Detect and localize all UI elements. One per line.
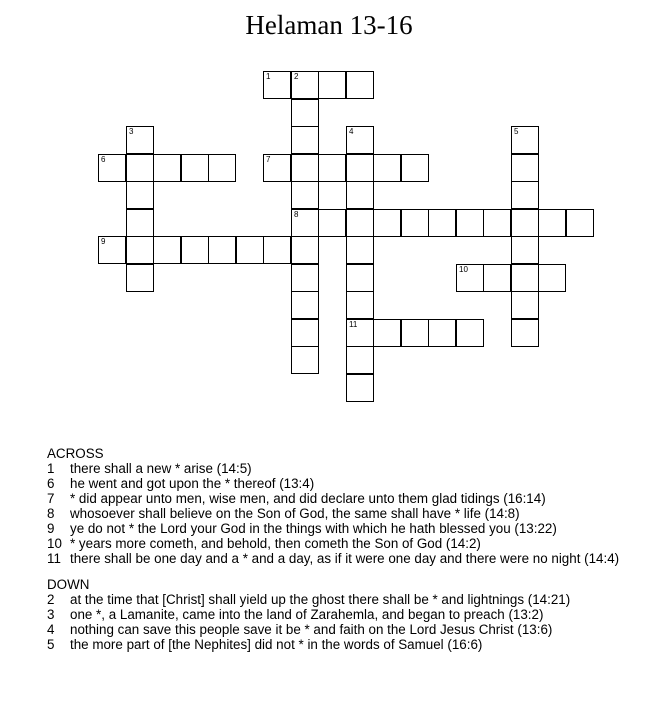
grid-cell[interactable] — [263, 236, 291, 264]
grid-cell[interactable] — [401, 209, 429, 237]
clue-text: ye do not * the Lord your God in the things with which he hath blessed you (13:22) — [70, 521, 557, 536]
clue-text: at the time that [Christ] shall yield up the ghost there shall be * and lightnings (14:21) — [70, 592, 571, 607]
grid-cell[interactable] — [401, 154, 429, 182]
clue-text: whosoever shall believe on the Son of God, the same shall have * life (14:8) — [70, 506, 520, 521]
grid-cell[interactable] — [291, 99, 319, 127]
grid-cell[interactable] — [153, 154, 181, 182]
grid-cell[interactable] — [291, 346, 319, 374]
grid-cell[interactable] — [346, 71, 374, 99]
grid-cell[interactable] — [126, 181, 154, 209]
grid-cell[interactable] — [291, 291, 319, 319]
grid-cell[interactable] — [208, 236, 236, 264]
clue-across-7 — [47, 491, 647, 506]
grid-cell[interactable] — [126, 264, 154, 292]
clue-text: nothing can save this people save it be * and faith on the Lord Jesus Christ (13:6) — [70, 622, 553, 637]
grid-cell[interactable] — [153, 236, 181, 264]
clue-number: 11 — [47, 551, 61, 566]
grid-cell[interactable] — [511, 264, 539, 292]
puzzle-title: Helaman 13-16 — [245, 10, 413, 40]
grid-cell[interactable] — [318, 71, 346, 99]
grid-cell[interactable] — [291, 154, 319, 182]
grid-cell[interactable] — [263, 154, 291, 182]
clue-number: 8 — [47, 506, 55, 521]
clue-across-6 — [47, 476, 647, 491]
clue-number: 4 — [47, 622, 55, 637]
cell-number: 4 — [349, 127, 354, 136]
grid-cell[interactable] — [346, 236, 374, 264]
grid-cell[interactable] — [511, 291, 539, 319]
grid-cell[interactable] — [511, 154, 539, 182]
grid-cell[interactable] — [511, 181, 539, 209]
clue-number: 1 — [47, 461, 55, 476]
clue-down-3 — [47, 607, 647, 622]
clue-down-2 — [47, 592, 647, 607]
grid-cell[interactable] — [318, 209, 346, 237]
grid-cell[interactable] — [456, 319, 484, 347]
grid-cell[interactable] — [181, 236, 209, 264]
grid-cell[interactable] — [483, 209, 511, 237]
grid-cell[interactable] — [538, 209, 566, 237]
down-heading: DOWN — [47, 577, 90, 592]
clue-down-4 — [47, 622, 647, 637]
grid-cell[interactable] — [291, 236, 319, 264]
grid-cell[interactable] — [373, 319, 401, 347]
grid-cell[interactable] — [291, 126, 319, 154]
grid-cell[interactable] — [98, 154, 126, 182]
down-clues — [47, 592, 647, 652]
grid-cell[interactable] — [511, 209, 539, 237]
grid-cell[interactable] — [428, 209, 456, 237]
cell-number: 1 — [266, 72, 271, 81]
cell-number: 2 — [294, 72, 299, 81]
grid-cell[interactable] — [126, 154, 154, 182]
cell-number: 6 — [101, 155, 106, 164]
cell-number: 8 — [294, 210, 299, 219]
grid-cell[interactable] — [236, 236, 264, 264]
grid-cell[interactable] — [428, 319, 456, 347]
grid-cell[interactable] — [318, 154, 346, 182]
grid-cell[interactable] — [346, 319, 374, 347]
grid-cell[interactable] — [208, 154, 236, 182]
grid-cell[interactable] — [291, 181, 319, 209]
grid-cell[interactable] — [346, 291, 374, 319]
clue-across-10 — [47, 536, 647, 551]
grid-cell[interactable] — [291, 319, 319, 347]
clue-text: he went and got upon the * thereof (13:4) — [70, 476, 315, 491]
grid-cell[interactable] — [291, 264, 319, 292]
grid-cell[interactable] — [98, 236, 126, 264]
cell-number: 11 — [349, 320, 358, 329]
grid-cell[interactable] — [401, 319, 429, 347]
grid-cell[interactable] — [346, 346, 374, 374]
clue-number: 7 — [47, 491, 55, 506]
clue-text: * years more cometh, and behold, then cometh the Son of God (14:2) — [70, 536, 481, 551]
grid-cell[interactable] — [126, 236, 154, 264]
clue-across-9 — [47, 521, 647, 536]
grid-cell[interactable] — [346, 374, 374, 402]
grid-cell[interactable] — [126, 209, 154, 237]
grid-cell[interactable] — [263, 71, 291, 99]
grid-cell[interactable] — [346, 181, 374, 209]
grid-cell[interactable] — [483, 264, 511, 292]
clue-text: one *, a Lamanite, came into the land of Zarahemla, and began to preach (13:2) — [70, 607, 544, 622]
clue-text: there shall be one day and a * and a day, as if it were one day and there were no night (14:4) — [70, 551, 620, 566]
grid-cell[interactable] — [181, 154, 209, 182]
clue-number: 3 — [47, 607, 55, 622]
clue-across-11 — [47, 551, 647, 566]
cell-number: 10 — [459, 265, 468, 274]
grid-cell[interactable] — [511, 126, 539, 154]
grid-cell[interactable] — [456, 209, 484, 237]
grid-cell[interactable] — [566, 209, 594, 237]
across-heading: ACROSS — [47, 446, 104, 461]
grid-cell[interactable] — [346, 209, 374, 237]
across-clues — [47, 461, 647, 566]
clue-text: the more part of [the Nephites] did not * in the words of Samuel (16:6) — [70, 637, 483, 652]
cell-number: 5 — [514, 127, 519, 136]
grid-cell[interactable] — [126, 126, 154, 154]
clue-number: 5 — [47, 637, 55, 652]
grid-cell[interactable] — [373, 209, 401, 237]
clue-down-5 — [47, 637, 647, 652]
grid-cell[interactable] — [511, 319, 539, 347]
clue-across-8 — [47, 506, 647, 521]
grid-cell[interactable] — [346, 264, 374, 292]
grid-cell[interactable] — [346, 126, 374, 154]
grid-cell[interactable] — [511, 236, 539, 264]
grid-cell[interactable] — [538, 264, 566, 292]
clue-list — [47, 446, 647, 652]
grid-cell[interactable] — [346, 154, 374, 182]
clue-number: 10 — [47, 536, 62, 551]
clue-text: * did appear unto men, wise men, and did declare unto them glad tidings (16:14) — [70, 491, 546, 506]
clue-number: 6 — [47, 476, 55, 491]
clue-text: there shall a new * arise (14:5) — [70, 461, 252, 476]
cell-number: 9 — [101, 237, 106, 246]
grid-cell[interactable] — [291, 71, 319, 99]
clue-across-1 — [47, 461, 647, 476]
clue-number: 9 — [47, 521, 55, 536]
clue-number: 2 — [47, 592, 55, 607]
cell-number: 3 — [129, 127, 134, 136]
cell-number: 7 — [266, 155, 271, 164]
grid-cell[interactable] — [456, 264, 484, 292]
grid-cell[interactable] — [291, 209, 319, 237]
grid-cell[interactable] — [373, 154, 401, 182]
